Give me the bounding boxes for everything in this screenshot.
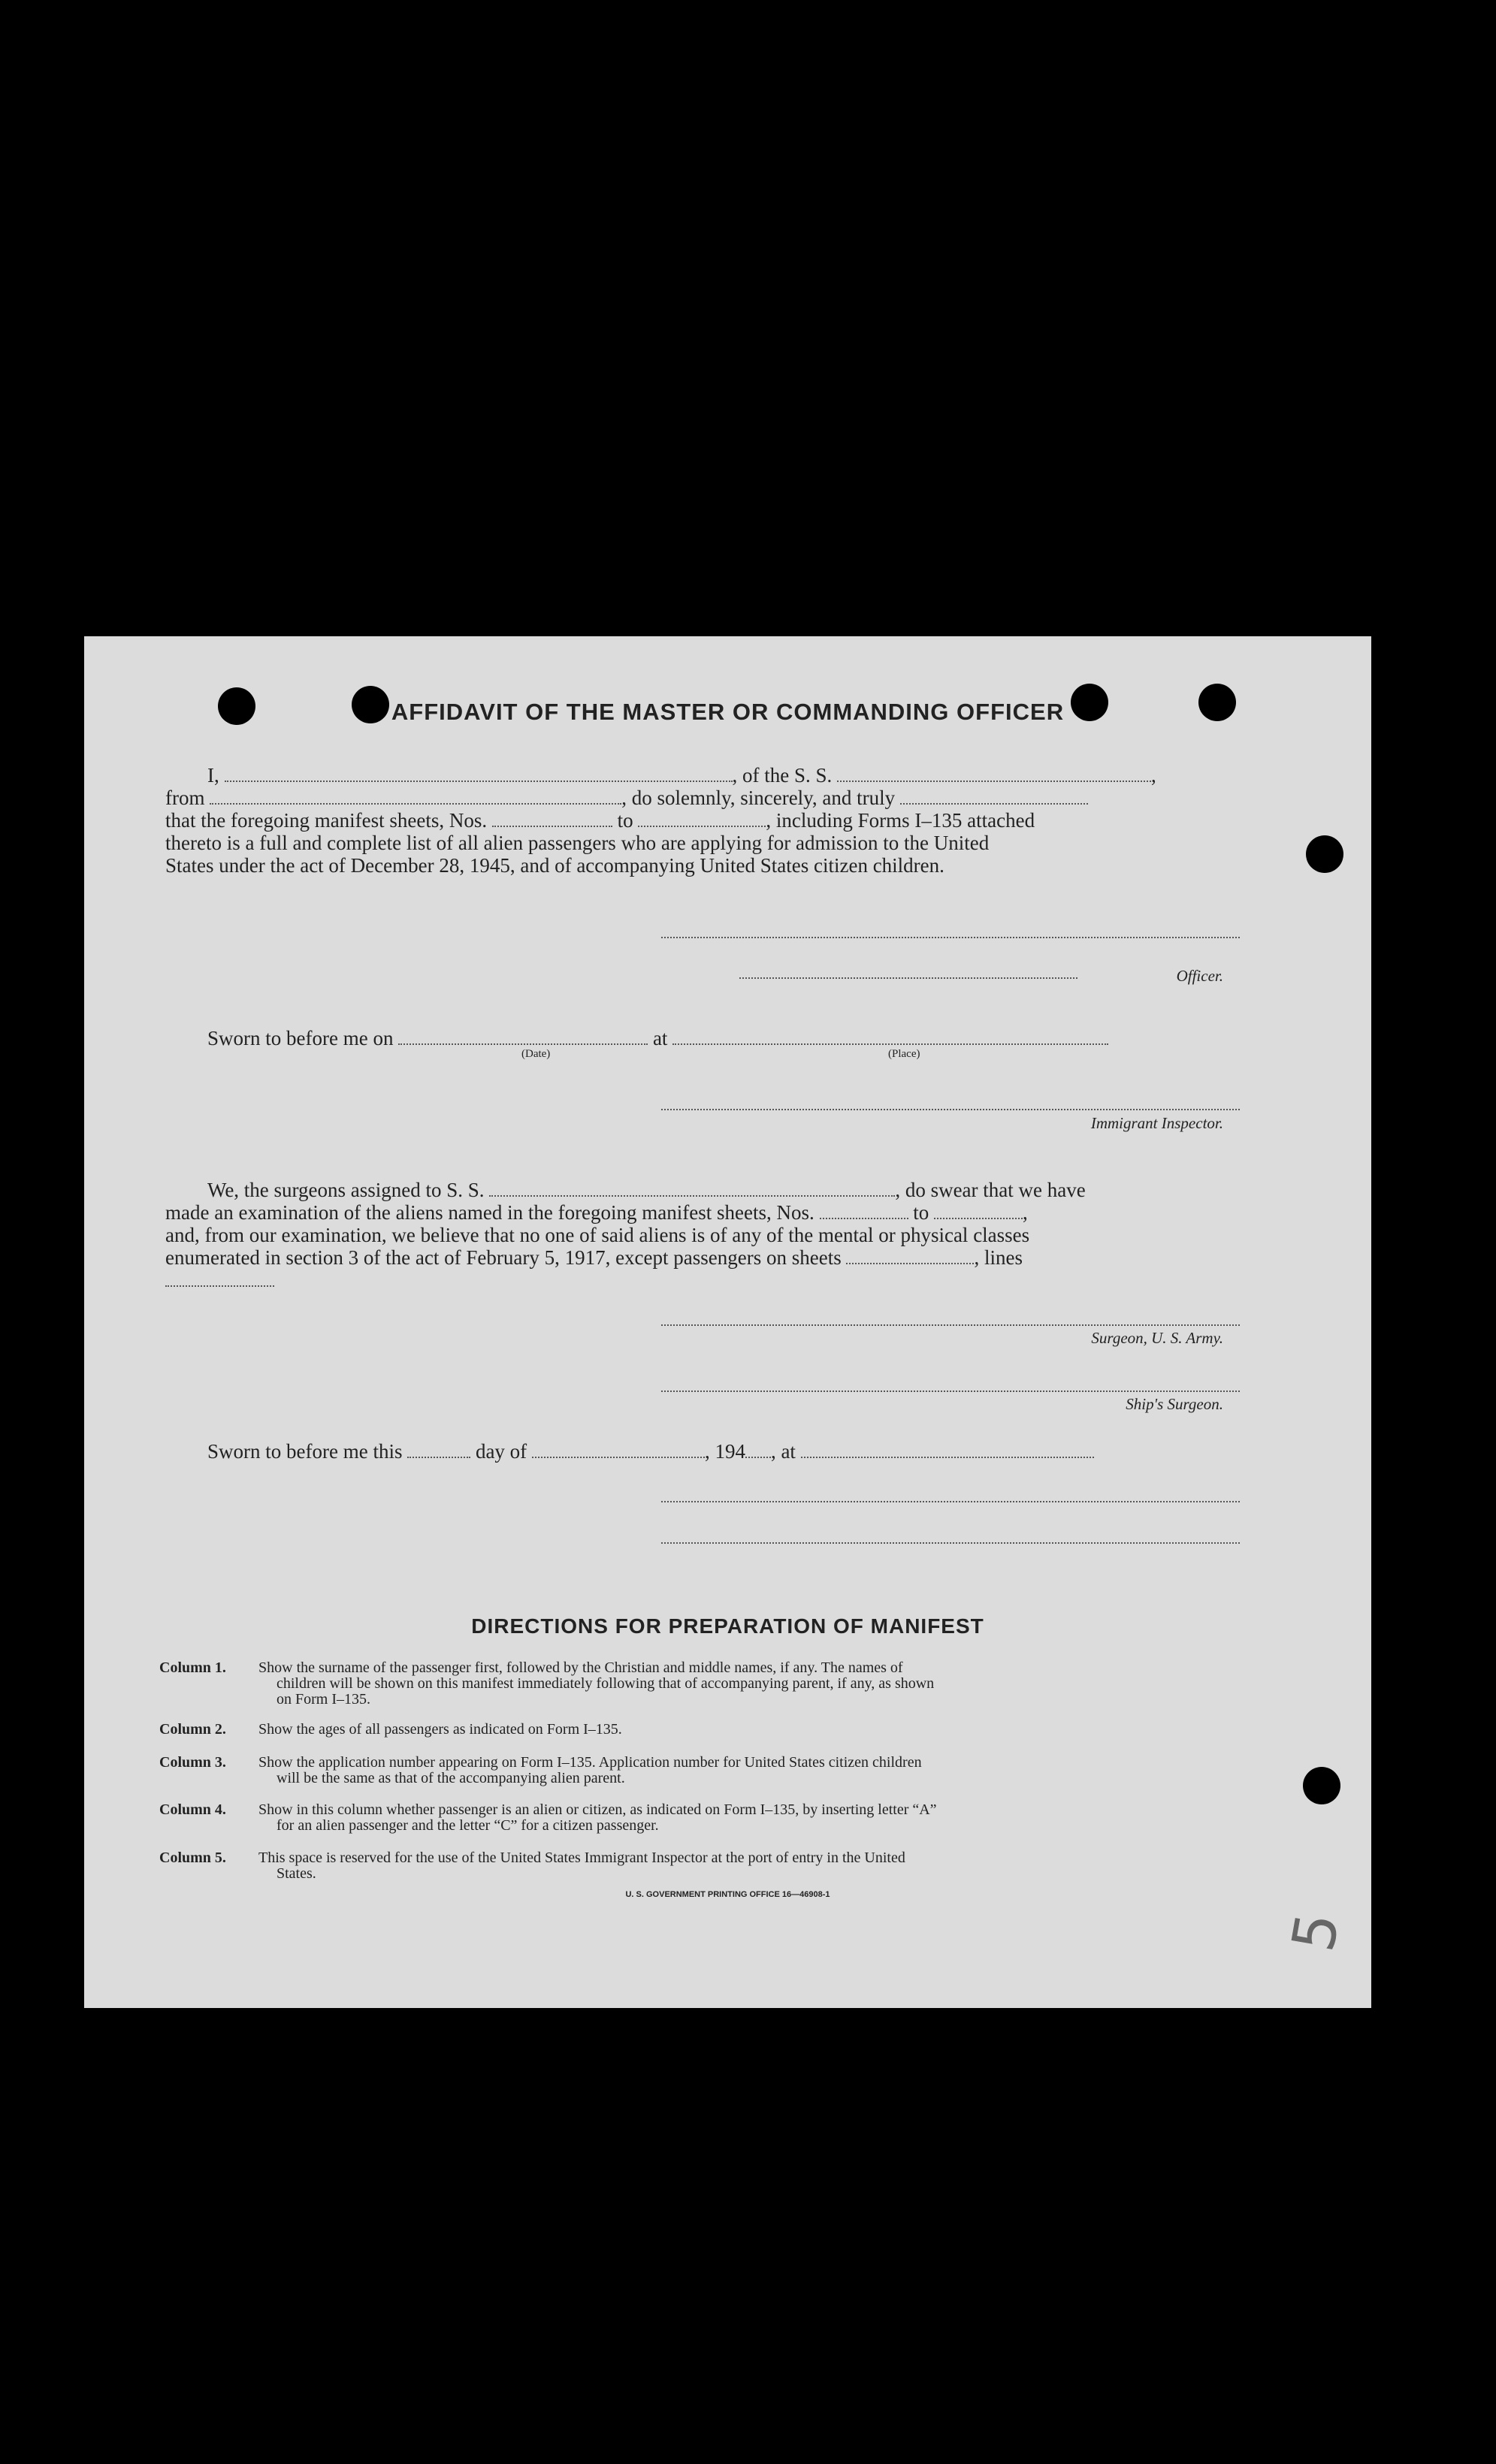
printing-office-footer: U. S. GOVERNMENT PRINTING OFFICE 16—46908-1 — [625, 1890, 830, 1899]
text: day of — [475, 1440, 527, 1463]
affidavit-line-5: States under the act of December 28, 1945, and of accompanying United States citizen children. — [165, 854, 944, 877]
army-surgeon-label: Surgeon, U. S. Army. — [1091, 1329, 1223, 1347]
text: , do solemnly, sincerely, and truly — [621, 787, 896, 809]
signature-line[interactable] — [661, 1501, 1240, 1502]
ship-name-field[interactable] — [837, 765, 1151, 782]
column-label: Column 1. — [159, 1659, 226, 1676]
column-text-line: will be the same as that of the accompanying alien parent. — [277, 1770, 625, 1786]
sworn-date-field[interactable] — [398, 1028, 648, 1045]
column-text — [258, 1802, 1241, 1834]
text: , at — [770, 1440, 796, 1463]
text: that the foregoing manifest sheets, Nos. — [165, 809, 488, 832]
affidavit-line-4: thereto is a full and complete list of all alien passengers who are applying for admission to the United — [165, 832, 990, 854]
except-sheets-field[interactable] — [846, 1248, 974, 1264]
handwritten-page-number: 5 — [1280, 1907, 1353, 1957]
surgeons-line-4 — [165, 1246, 1241, 1269]
signature-line[interactable] — [661, 937, 1240, 938]
column-label: Column 3. — [159, 1754, 226, 1771]
column-text-line: States. — [277, 1865, 316, 1882]
column-text — [258, 1660, 1241, 1708]
affidavit-line-1 — [165, 764, 1241, 787]
ship-surgeon-label: Ship's Surgeon. — [1126, 1395, 1223, 1413]
text: from — [165, 787, 205, 809]
inspector-label: Immigrant Inspector. — [1090, 1114, 1223, 1132]
from-port-field[interactable] — [210, 788, 621, 805]
surgeons-line-3: and, from our examination, we believe that no one of said aliens is of any of the mental or physical classes — [165, 1224, 1030, 1246]
text: , of the S. S. — [732, 764, 833, 787]
text: We, the surgeons assigned to S. S. — [207, 1179, 485, 1201]
column-text-line: for an alien passenger and the letter “C” for a citizen passenger. — [277, 1817, 659, 1834]
column-text-line: Show the application number appearing on Form I–135. Application number for United States citizen children — [258, 1754, 922, 1771]
column-text-line: on Form I–135. — [277, 1691, 370, 1708]
column-text — [258, 1755, 1241, 1786]
form-sheet — [84, 636, 1371, 2008]
sworn-year-field[interactable] — [745, 1442, 771, 1458]
text: , — [1151, 764, 1156, 787]
exam-sheets-to-field[interactable] — [934, 1203, 1023, 1219]
officer-label: Officer. — [1176, 967, 1223, 985]
inspector-signature-line[interactable] — [661, 1109, 1240, 1110]
place-caption: (Place) — [888, 1048, 920, 1060]
column-text-line: children will be shown on this manifest immediately following that of accompanying parent, if any, as shown — [277, 1675, 935, 1692]
swear-field[interactable] — [900, 788, 1088, 805]
surgeon-ship-field[interactable] — [489, 1180, 895, 1197]
master-name-field[interactable] — [225, 765, 733, 782]
exam-sheets-from-field[interactable] — [820, 1203, 908, 1219]
surgeons-line-5 — [165, 1269, 1241, 1291]
surgeons-line-1 — [165, 1179, 1241, 1201]
column-label: Column 4. — [159, 1801, 226, 1818]
text: , lines — [974, 1246, 1023, 1269]
text: at — [652, 1027, 668, 1049]
affidavit-line-2 — [165, 787, 1241, 809]
text: , including Forms I–135 attached — [766, 809, 1035, 832]
army-surgeon-signature-line[interactable] — [661, 1324, 1240, 1326]
sworn-day-field[interactable] — [407, 1442, 470, 1458]
affidavit-title: AFFIDAVIT OF THE MASTER OR COMMANDING OFFICER — [391, 699, 1065, 725]
text: enumerated in section 3 of the act of February 5, 1917, except passengers on sheets — [165, 1246, 842, 1269]
ship-surgeon-signature-line[interactable] — [661, 1391, 1240, 1392]
column-label: Column 2. — [159, 1721, 226, 1738]
text: Sworn to before me this — [207, 1440, 403, 1463]
column-label: Column 5. — [159, 1850, 226, 1866]
date-caption: (Date) — [521, 1048, 551, 1060]
signature-line[interactable] — [661, 1542, 1240, 1544]
column-text — [258, 1850, 1241, 1882]
text: , do swear that we have — [895, 1179, 1086, 1201]
officer-signature-line[interactable] — [739, 977, 1077, 979]
text: to — [617, 809, 633, 832]
directions-title: DIRECTIONS FOR PREPARATION OF MANIFEST — [471, 1614, 984, 1638]
text: , 194 — [704, 1440, 745, 1463]
text: Sworn to before me on — [207, 1027, 394, 1049]
lines-field[interactable] — [165, 1270, 274, 1287]
sworn-location-field[interactable] — [801, 1442, 1094, 1458]
column-text-line: Show the surname of the passenger first, followed by the Christian and middle names, if any. The names of — [258, 1659, 903, 1676]
column-text-line: Show the ages of all passengers as indicated on Form I–135. — [258, 1721, 622, 1738]
text: I, — [207, 764, 219, 787]
surgeons-line-2 — [165, 1201, 1241, 1224]
text: made an examination of the aliens named in the foregoing manifest sheets, Nos. — [165, 1201, 814, 1224]
sworn-line-2 — [165, 1440, 1241, 1463]
column-text — [258, 1722, 1241, 1738]
sworn-place-field[interactable] — [672, 1028, 1108, 1045]
sheets-to-field[interactable] — [638, 811, 766, 827]
sworn-line-1 — [165, 1027, 1241, 1049]
text: , — [1023, 1201, 1028, 1224]
affidavit-line-3 — [165, 809, 1241, 832]
text: to — [913, 1201, 929, 1224]
sheets-from-field[interactable] — [492, 811, 612, 827]
column-text-line: This space is reserved for the use of the United States Immigrant Inspector at the port of entry in the United — [258, 1850, 905, 1866]
sworn-month-field[interactable] — [532, 1442, 705, 1458]
column-text-line: Show in this column whether passenger is an alien or citizen, as indicated on Form I–135, by inserting letter “A” — [258, 1801, 937, 1818]
punch-hole — [1306, 835, 1343, 873]
punch-hole — [1303, 1767, 1340, 1804]
